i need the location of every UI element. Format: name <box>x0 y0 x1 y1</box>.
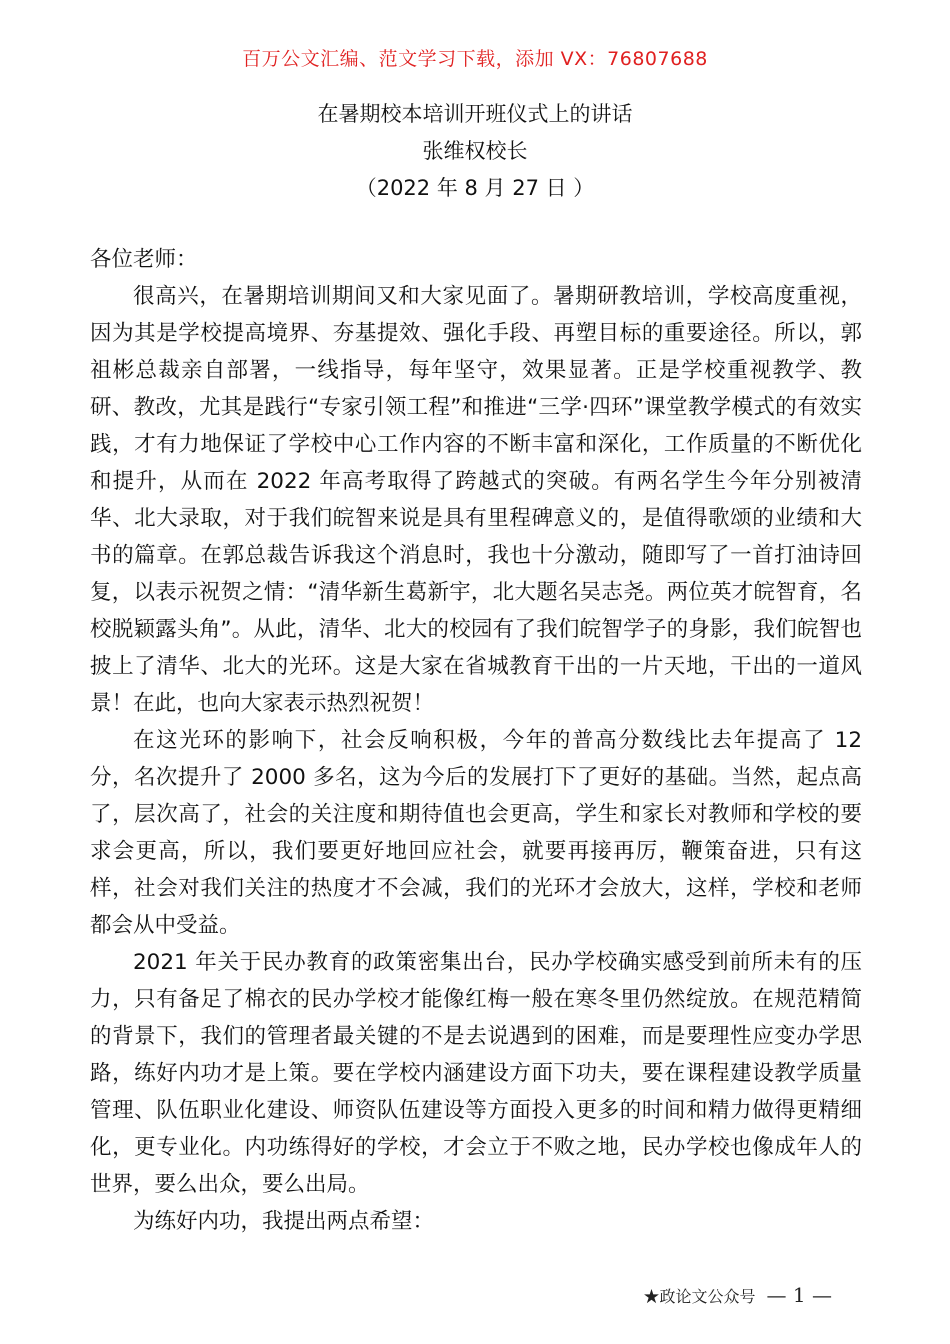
page-footer <box>643 1282 832 1310</box>
title-block <box>0 96 950 207</box>
speaker-name: 张维权校长 <box>422 139 528 163</box>
paragraph-4: 为练好内功，我提出两点希望： <box>133 1209 435 1234</box>
speech-date: （2022 年 8 月 27 日 ） <box>355 176 595 200</box>
speech-body <box>90 241 862 1240</box>
download-banner: 百万公文汇编、范文学习下载，添加 VX：76807688 <box>242 48 708 70</box>
footer-source: ★政论文公众号 <box>643 1287 756 1306</box>
paragraph-1: 很高兴，在暑期培训期间又和大家见面了。暑期研教培训，学校高度重视，因为其是学校提高境界、夯基提效、强化手段、再塑目标的重要途径。所以，郭祖彬总裁亲自部署，一线指导，每年坚守，效果显著。正是学校重视教学、教研、教改，尤其是践行“专家引领工程”和推进“三学·四环”课堂教学模式的有效实践，才有力地保证了学校中心工作内容的不断丰富和深化，工作质量的不断优化和提升，从而在 2022 年高考取得了跨越式的突破。有两名学生今年分别被清华、北大录取，对于我们皖智来说是具有里程碑意义的，是值得歌颂的业绩和大书的篇章。在郭总裁告诉我这个消息时，我也十分激动，随即写了一首打油诗回复，以表示祝贺之情：“清华新生葛新宇，北大题名吴志尧。两位英才皖智育，名校脱颖露头角”。从此，清华、北大的校园有了我们皖智学子的身影，我们皖智也披上了清华、北大的光环。这是大家在省城教育干出的一片天地，干出的一道风景！在此，也向大家表示热烈祝贺！ <box>90 284 862 716</box>
speech-title: 在暑期校本培训开班仪式上的讲话 <box>317 102 633 126</box>
salutation: 各位老师： <box>90 247 198 272</box>
paragraph-3: 2021 年关于民办教育的政策密集出台，民办学校确实感受到前所未有的压力，只有备足了棉衣的民办学校才能像红梅一般在寒冬里仍然绽放。在规范精简的背景下，我们的管理者最关键的不是去说遇到的困难，而是要理性应变办学思路，练好内功才是上策。要在学校内涵建设方面下功夫，要在课程建设教学质量管理、队伍职业化建设、师资队伍建设等方面投入更多的时间和精力做得更精细化，更专业化。内功练得好的学校，才会立于不败之地，民办学校也像成年人的世界，要么出众，要么出局。 <box>90 950 862 1197</box>
page-number: — 1 — <box>766 1283 832 1307</box>
paragraph-2: 在这光环的影响下，社会反响积极，今年的普高分数线比去年提高了 12 分，名次提升了 2000 多名，这为今后的发展打下了更好的基础。当然，起点高了，层次高了，社会的关注度和期待值也会更高，学生和家长对教师和学校的要求会更高，所以，我们要更好地回应社会，就要再接再厉，鞭策奋进，只有这样，社会对我们关注的热度才不会减，我们的光环才会放大，这样，学校和老师都会从中受益。 <box>90 728 862 938</box>
